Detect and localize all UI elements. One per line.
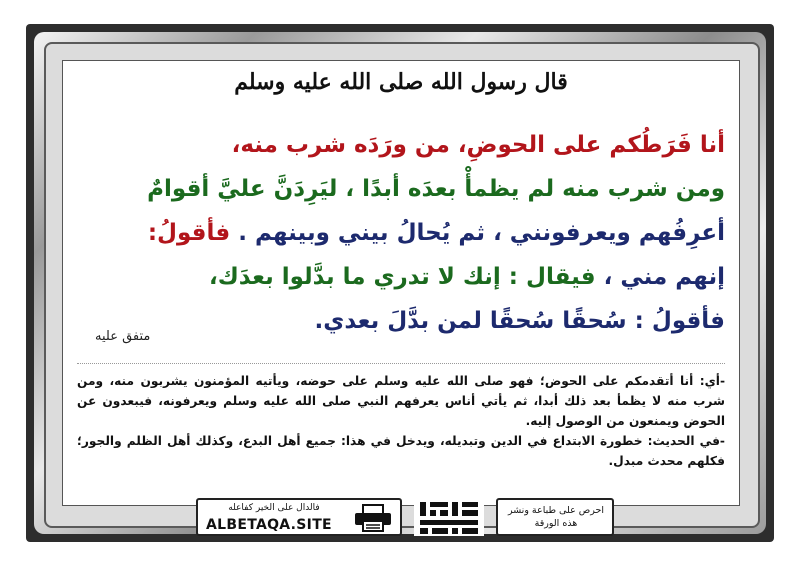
print-note-badge (496, 498, 614, 536)
hadith-line-4 (75, 255, 725, 299)
hadith-line-3-part-a: أعرِفُهم ويعرفونني ، ثم يُحالُ بيني وبينهم . (238, 220, 725, 246)
site-badge[interactable] (196, 498, 402, 536)
note-2: -في الحديث: خطورة الابتداع في الدين وتبديله، ويدخل في هذا: جميع أهل البدع، وكذلك أهل الظلم والجور؛ فكلهم محدث مبدل. (77, 434, 725, 468)
site-caption: فالدال على الخير كفاعله (228, 503, 320, 513)
hadith-line-3 (75, 211, 725, 255)
hadith-line-5: فأقولُ : سُحقًا سُحقًا لمن بدَّلَ بعدي. (314, 308, 725, 334)
print-note: احرص على طباعة ونشر هذه الورقة (507, 505, 605, 529)
hadith-line-4-part-b: فيقال : إنك لا تدري ما بدَّلوا بعدَك، (208, 264, 604, 290)
hadith-source: متفق عليه (95, 329, 151, 344)
printer-icon (352, 504, 394, 532)
explanation-notes (77, 371, 725, 471)
divider (77, 363, 725, 364)
page-title: قال رسول الله صلى الله عليه وسلم (234, 69, 568, 95)
hadith-line-1: أنا فَرَطُكم على الحوضِ، من ورَدَه شرب منه، (231, 132, 725, 158)
albetaqa-logo-icon (410, 498, 488, 538)
hadith-text (75, 123, 725, 343)
hadith-line-2: ومن شرب منه لم يظمأْ بعدَه أبدًا ، ليَرِدَنَّ عليَّ أقوامٌ (147, 176, 725, 202)
hadith-line-3-part-b: فأقولُ: (147, 220, 239, 246)
content-panel (62, 60, 740, 506)
hadith-line-4-part-a: إنهم مني ، (603, 264, 725, 290)
note-1: -أي: أنا أتقدمكم على الحوض؛ فهو صلى الله عليه وسلم على حوضه، ويأتيه المؤمنون يشربون منه، ومن شرب منه لا يظمأ بعد ذلك أبدا، ثم يأتي أناس يعرفهم النبي صلى الله عليه وسلم ويعرفونه، فيبعدون عن الحوض ويمنعون من الوصول إليه. (77, 374, 725, 428)
site-url[interactable]: ALBETAQA.SITE (206, 517, 332, 533)
